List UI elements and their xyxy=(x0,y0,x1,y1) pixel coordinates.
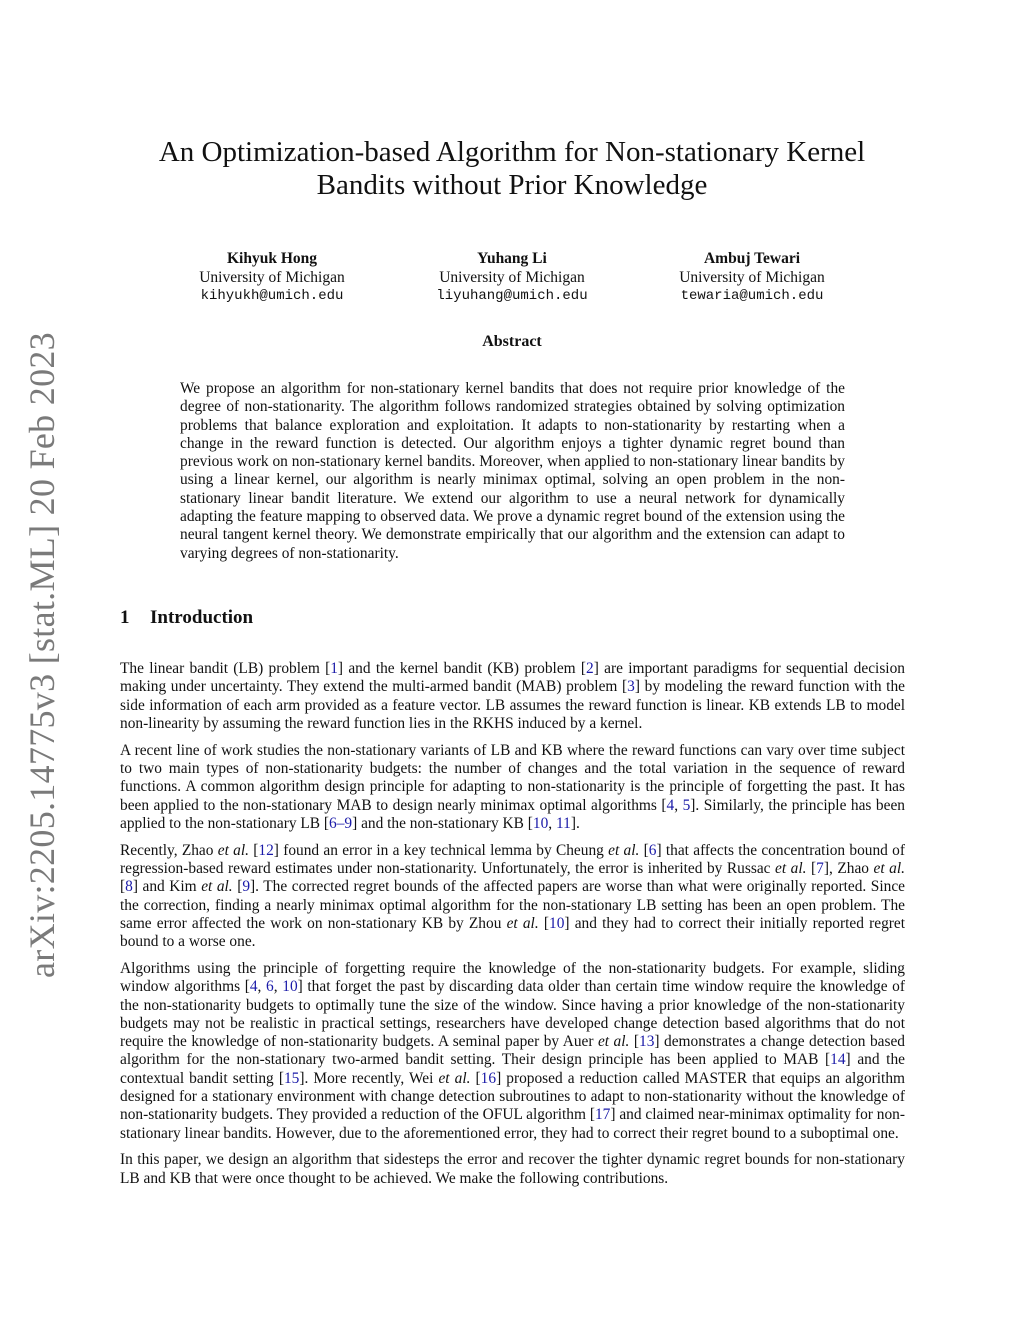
citation-link[interactable]: 13 xyxy=(639,1033,655,1051)
citation-link[interactable]: 5 xyxy=(682,796,691,814)
et-al-italic: et al. xyxy=(597,1033,630,1051)
citation-link[interactable]: 4 xyxy=(249,978,258,996)
et-al-italic: et al. xyxy=(217,841,249,859)
author-name: Kihyuk Hong xyxy=(226,250,318,267)
et-al-italic: et al. xyxy=(873,859,905,877)
citation-link[interactable]: 7 xyxy=(816,859,824,877)
citation-link[interactable]: 10 xyxy=(532,814,549,832)
et-al-italic: et al. xyxy=(201,878,233,896)
paragraph: A recent line of work studies the non-stationary variants of LB and KB where the reward functions can vary over time subject to two main types of non-stationarity budgets: the number of changes and the total variation in the sequence of reward functions. A common algorithm design principle for adapting to non-stationarity is the principle of forgetting the past. It has been applied to the non-stationary MAB to design nearly minimax optimal algorithms [4, 5]. Similarly, the principle has been applied to the non-stationary LB [6–9] and the non-stationary KB [10, 11]. xyxy=(120,741,905,832)
author-email[interactable]: tewaria@umich.edu xyxy=(680,288,824,304)
citation-link[interactable]: 12 xyxy=(258,841,274,859)
et-al-italic: et al. xyxy=(438,1069,471,1087)
paragraph: Recently, Zhao et al. [12] found an error in a key technical lemma by Cheung et al. [6] that affects the concentration bound of regression-based reward estimates under non-stationarity. Unfortunately, the error is inherited by Russac et al. [7], Zhao et al. [8] and Kim et al. [9]. The corrected regret bounds of the affected papers are worse than what were originally reported. Since the correction, finding a nearly minimax optimal algorithm for the non-stationary LB setting has been an open problem. The same error affected the work on non-stationary KB by Zhou et al. [10] and they had to correct their initially reported regret bound to a worse one. xyxy=(120,841,905,951)
body-text xyxy=(120,660,905,1197)
citation-link[interactable]: 11 xyxy=(556,814,571,832)
abstract-text: We propose an algorithm for non-stationary kernel bandits that does not require prior knowledge of the degree of non-stationarity. The algorithm follows randomized strategies obtained by solving optimization problems that balance exploration and exploitation. It adapts to non-stationarity by restarting when a change in the reward function is detected. Our algorithm enjoys a tighter dynamic regret bound than previous work on non-stationary kernel bandits. Moreover, when applied to non-stationary linear bandits by using a linear kernel, our algorithm is nearly minimax optimal, solving an open problem in the non-stationary linear bandit literature. We extend our algorithm to use a neural network for dynamically adapting the feature mapping to observed data. We prove a dynamic regret bound of the extension using the neural tangent kernel theory. We demonstrate empirically that our algorithm and the extension can adapt to varying degrees of non-stationarity. xyxy=(180,380,845,562)
et-al-italic: et al. xyxy=(506,914,539,932)
citation-link[interactable]: 9 xyxy=(242,878,251,896)
section-heading xyxy=(120,607,253,629)
citation-link[interactable]: 10 xyxy=(549,914,565,932)
paragraph: In this paper, we design an algorithm that sidesteps the error and recover the tighter dynamic regret bounds for non-stationary LB and KB that were once thought to be achieved. We make the following contributions. xyxy=(120,1151,905,1187)
citation-link[interactable]: 1 xyxy=(330,660,338,677)
author-block xyxy=(392,249,632,306)
citation-link[interactable]: 16 xyxy=(480,1069,497,1087)
author-name: Ambuj Tewari xyxy=(703,250,801,267)
citation-link[interactable]: 6 xyxy=(266,978,274,996)
citation-link[interactable]: 15 xyxy=(283,1069,300,1087)
citation-link[interactable]: 14 xyxy=(830,1051,846,1069)
abstract-heading: Abstract xyxy=(482,333,542,350)
author-email[interactable]: liyuhang@umich.edu xyxy=(436,288,588,304)
paragraph: Algorithms using the principle of forgetting require the knowledge of the non-stationarity budgets. For example, sliding window algorithms [4, 6, 10] that forget the past by discarding data older than certain time window require the knowledge of the non-stationarity budgets to optimally tune the size of the window. Since having a prior knowledge of the non-stationarity budgets may not be realistic in practical settings, researchers have developed change detection based algorithms that do not require the knowledge of non-stationarity budgets. A seminal paper by Auer et al. [13] demonstrates a change detection based algorithm for the non-stationary two-armed bandit setting. Their design principle has been applied to MAB [14] and the contextual bandit setting [15]. More recently, Wei et al. [16] proposed a reduction called MASTER that equips an algorithm designed for a stationary environment with change detection subroutines to adapt to non-stationarity without the knowledge of non-stationarity budgets. They provided a reduction of the OFUL algorithm [17] and claimed near-minimax optimality for non-stationary linear bandits. However, due to the aforementioned error, they had to correct their regret bound to a suboptimal one. xyxy=(120,959,905,1142)
citation-link[interactable]: 8 xyxy=(125,878,133,896)
author-affiliation: University of Michigan xyxy=(439,269,585,286)
paragraph: The linear bandit (LB) problem [1] and the kernel bandit (KB) problem [2] are important paradigms for sequential decision making under uncertainty. They extend the multi-armed bandit (MAB) problem [3] by modeling the reward function with the side information of each arm provided as a feature vector. LB assumes the reward function is linear. KB extends LB to model non-linearity by assuming the reward function lies in the RKHS induced by a kernel. xyxy=(120,660,905,732)
citation-link[interactable]: 6–9 xyxy=(329,814,353,832)
section-number: 1 xyxy=(120,607,130,628)
author-block xyxy=(632,249,872,306)
arxiv-identifier-stamp: arXiv:2205.14775v3 [stat.ML] 20 Feb 2023 xyxy=(22,332,62,978)
author-affiliation: University of Michigan xyxy=(199,269,345,286)
author-affiliation: University of Michigan xyxy=(679,269,825,286)
citation-link[interactable]: 4 xyxy=(666,796,675,814)
author-block xyxy=(152,249,392,306)
citation-link[interactable]: 6 xyxy=(648,841,657,859)
citation-link[interactable]: 10 xyxy=(282,978,298,996)
citation-link[interactable]: 2 xyxy=(586,660,594,677)
title-line-1: An Optimization-based Algorithm for Non-stationary Kernel xyxy=(158,136,866,168)
author-name: Yuhang Li xyxy=(477,250,547,267)
citation-link[interactable]: 3 xyxy=(627,678,635,696)
section-title: Introduction xyxy=(150,607,254,628)
title-line-2: Bandits without Prior Knowledge xyxy=(316,169,708,201)
et-al-italic: et al. xyxy=(608,841,640,859)
author-email[interactable]: kihyukh@umich.edu xyxy=(200,288,344,304)
paper-title xyxy=(120,136,904,202)
citation-link[interactable]: 17 xyxy=(594,1106,611,1124)
et-al-italic: et al. xyxy=(775,859,807,877)
